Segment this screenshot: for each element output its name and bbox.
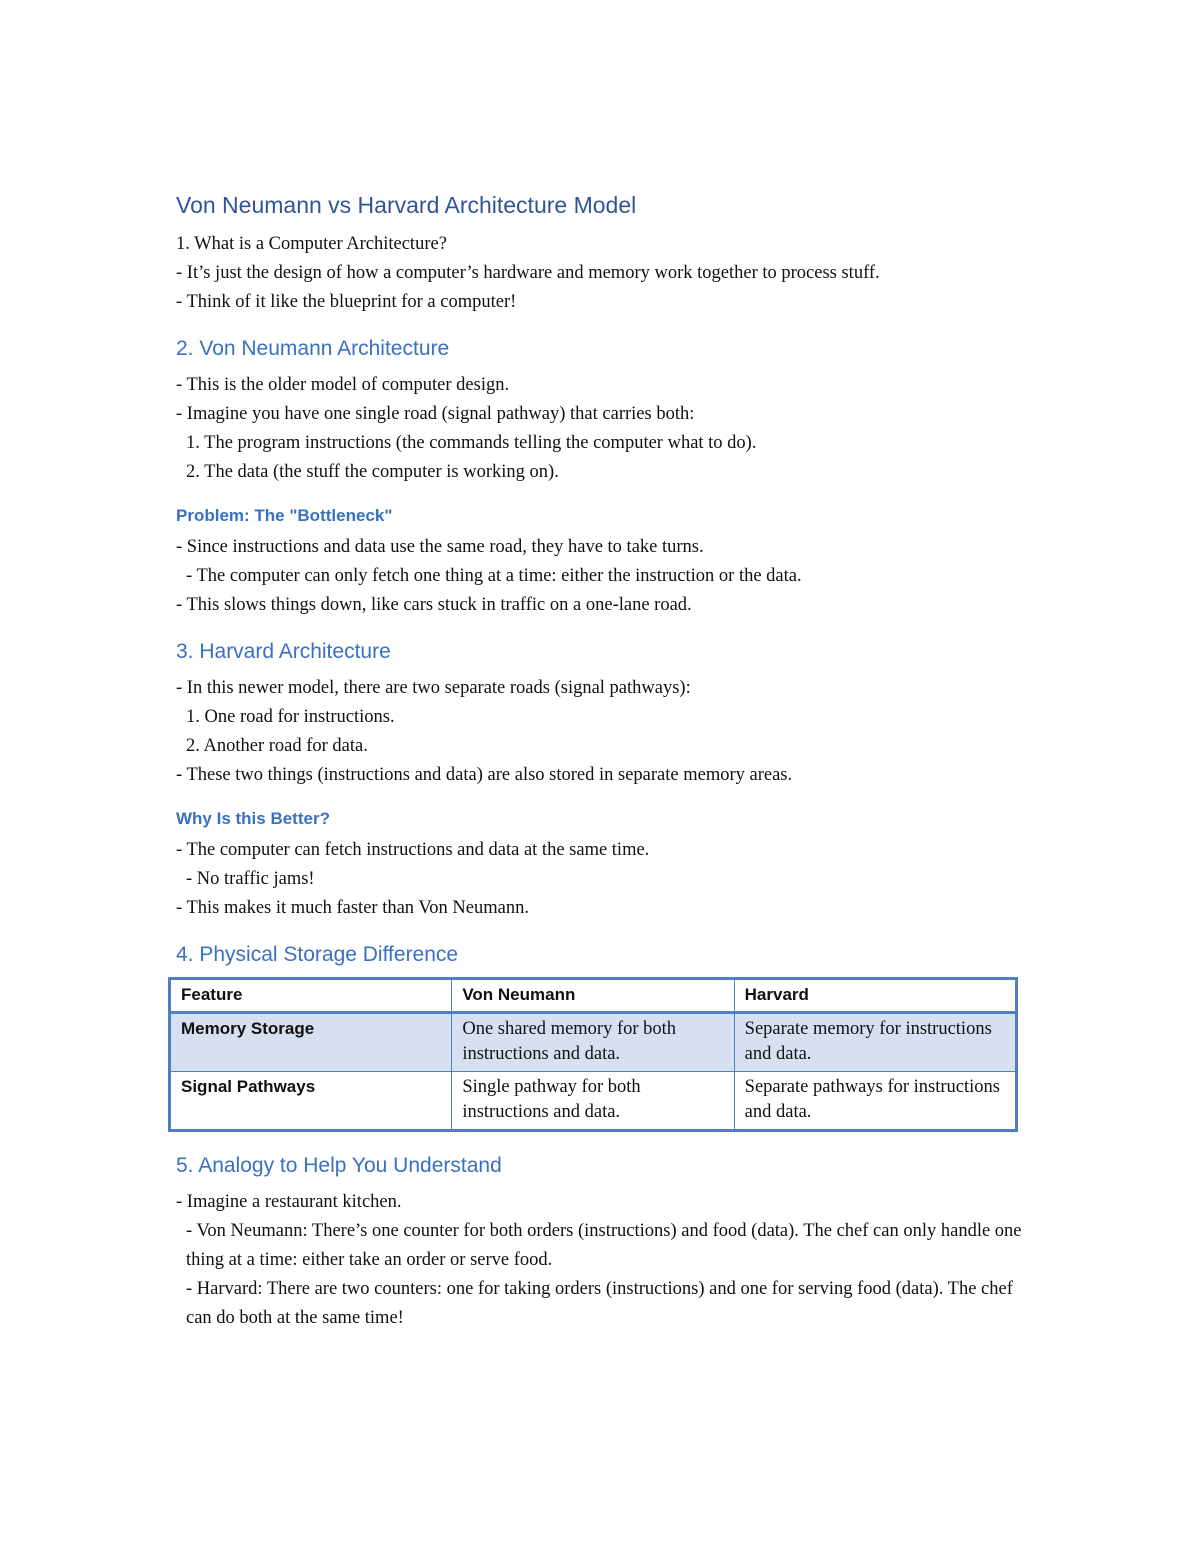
section-3-sub-line: - This makes it much faster than Von Neumann. bbox=[176, 898, 529, 918]
section-2-list-item: 2. The data (the stuff the computer is working on). bbox=[186, 462, 559, 482]
section-1-line: - Think of it like the blueprint for a computer! bbox=[176, 292, 517, 312]
table-cell: Separate pathways for instructions and data. bbox=[734, 1072, 1016, 1131]
section-2 bbox=[176, 335, 1026, 620]
section-5-heading: 5. Analogy to Help You Understand bbox=[176, 1154, 502, 1177]
section-2-line: - Imagine you have one single road (signal pathway) that carries both: bbox=[176, 404, 695, 424]
section-3-subheading: Why Is this Better? bbox=[176, 809, 330, 828]
section-4-heading: 4. Physical Storage Difference bbox=[176, 943, 459, 966]
section-2-sub-line: - Since instructions and data use the same road, they have to take turns. bbox=[176, 537, 704, 557]
section-3-list-item: 1. One road for instructions. bbox=[186, 707, 395, 727]
section-5 bbox=[176, 1152, 1026, 1333]
table-row-header: Signal Pathways bbox=[170, 1072, 452, 1131]
table-header-cell: Feature bbox=[170, 979, 452, 1013]
section-2-list-item: 1. The program instructions (the commands telling the computer what to do). bbox=[186, 433, 757, 453]
section-2-subheading: Problem: The "Bottleneck" bbox=[176, 506, 393, 525]
table-cell: Single pathway for both instructions and data. bbox=[452, 1072, 734, 1131]
section-3-sub-line: - No traffic jams! bbox=[186, 869, 315, 889]
section-1-line: - It’s just the design of how a computer’s hardware and memory work together to process stuff. bbox=[176, 263, 880, 283]
document-title: Von Neumann vs Harvard Architecture Model bbox=[176, 192, 637, 218]
table-cell: One shared memory for both instructions and data. bbox=[452, 1013, 734, 1072]
section-3-line: - In this newer model, there are two separate roads (signal pathways): bbox=[176, 678, 691, 698]
section-1-question: 1. What is a Computer Architecture? bbox=[176, 234, 447, 254]
section-2-heading: 2. Von Neumann Architecture bbox=[176, 337, 450, 360]
table-header-cell: Von Neumann bbox=[452, 979, 734, 1013]
table-row bbox=[170, 1013, 1017, 1072]
table-row bbox=[170, 1072, 1017, 1131]
section-2-sub-line: - This slows things down, like cars stuck in traffic on a one-lane road. bbox=[176, 595, 692, 615]
section-5-line: - Von Neumann: There’s one counter for both orders (instructions) and food (data). The chef can only handle one thing at a time: either take an order or serve food. bbox=[186, 1221, 1022, 1270]
section-5-line: - Harvard: There are two counters: one for taking orders (instructions) and one for serving food (data). The chef can do both at the same time! bbox=[186, 1279, 1013, 1328]
section-4 bbox=[176, 941, 1026, 1132]
section-2-line: - This is the older model of computer design. bbox=[176, 375, 510, 395]
section-3 bbox=[176, 638, 1026, 923]
document-page bbox=[176, 190, 1026, 1333]
section-5-line: - Imagine a restaurant kitchen. bbox=[176, 1192, 402, 1212]
table-row-header: Memory Storage bbox=[170, 1013, 452, 1072]
table-cell: Separate memory for instructions and data. bbox=[734, 1013, 1016, 1072]
section-3-heading: 3. Harvard Architecture bbox=[176, 640, 391, 663]
section-2-sub-line: - The computer can only fetch one thing at a time: either the instruction or the data. bbox=[186, 566, 802, 586]
table-header-row bbox=[170, 979, 1017, 1013]
section-3-sub-line: - The computer can fetch instructions and data at the same time. bbox=[176, 840, 650, 860]
section-3-line: - These two things (instructions and data) are also stored in separate memory areas. bbox=[176, 765, 793, 785]
section-3-list-item: 2. Another road for data. bbox=[186, 736, 368, 756]
comparison-table bbox=[168, 977, 1018, 1132]
table-header-cell: Harvard bbox=[734, 979, 1016, 1013]
section-1 bbox=[176, 230, 1026, 317]
